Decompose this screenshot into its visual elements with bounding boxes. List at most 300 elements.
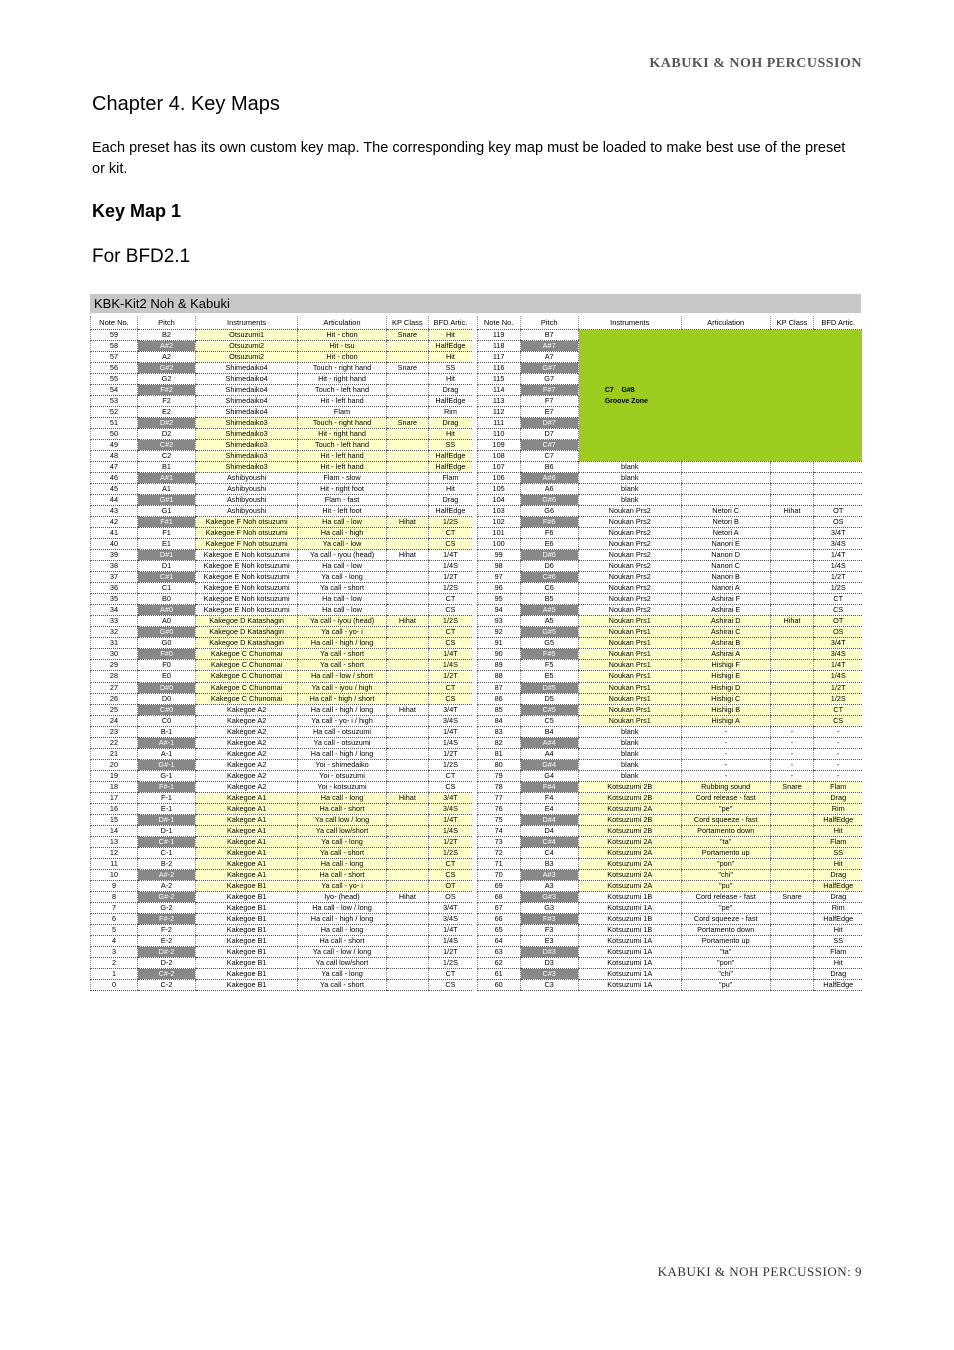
cell-right: G5	[520, 638, 578, 649]
cell-left: Ha call - high / long	[298, 638, 387, 649]
cell-right: G4	[520, 770, 578, 781]
cell-right: -	[814, 759, 862, 770]
cell-right: Noukan Prs1	[578, 649, 681, 660]
cell-left: Shimedaiko4	[196, 363, 298, 374]
cell-left	[386, 715, 428, 726]
cell-right	[814, 473, 862, 484]
cell-right: CS	[814, 715, 862, 726]
cell-left: Kakegoe C Chunomai	[196, 649, 298, 660]
cell-right: 81	[477, 748, 520, 759]
cell-right: Kotsuzumi 1B	[578, 891, 681, 902]
cell-right: 1/2T	[814, 682, 862, 693]
cell-left: 1/2S	[428, 957, 472, 968]
cell-left	[386, 506, 428, 517]
cell-right: 119	[477, 330, 520, 341]
cell-right: G#7	[520, 363, 578, 374]
cell-left	[386, 858, 428, 869]
cell-left: Hit - chon	[298, 352, 387, 363]
cell-left	[386, 374, 428, 385]
column-header: Note No.	[91, 316, 138, 330]
cell-left: Kakegoe E Noh kotsuzumi	[196, 550, 298, 561]
cell-left	[386, 781, 428, 792]
cell-left: Kakegoe A1	[196, 847, 298, 858]
cell-left: Shimedaiko4	[196, 374, 298, 385]
cell-right	[770, 704, 814, 715]
cell-left: F#2	[137, 385, 195, 396]
cell-right: 3/4S	[814, 649, 862, 660]
cell-left: 3/4T	[428, 704, 472, 715]
table-row	[91, 649, 863, 660]
cell-right	[770, 968, 814, 979]
cell-left: F-2	[137, 924, 195, 935]
cell-left: Shimedaiko4	[196, 385, 298, 396]
cell-right	[770, 935, 814, 946]
cell-left: Kakegoe F Noh otsuzumi	[196, 517, 298, 528]
cell-right: 74	[477, 825, 520, 836]
cell-left: 11	[91, 858, 138, 869]
cell-right: 66	[477, 913, 520, 924]
cell-left: Hit - right hand	[298, 429, 387, 440]
cell-left: Shimedaiko3	[196, 440, 298, 451]
cell-left: D#2	[137, 418, 195, 429]
cell-left: B1	[137, 462, 195, 473]
cell-right: D6	[520, 561, 578, 572]
cell-left: Ha call - low	[298, 517, 387, 528]
cell-right	[770, 979, 814, 990]
cell-left: Kakegoe A2	[196, 726, 298, 737]
cell-left: CS	[428, 693, 472, 704]
cell-right: "ta"	[681, 946, 770, 957]
cell-right: Kotsuzumi 2A	[578, 803, 681, 814]
cell-right: Portamento down	[681, 825, 770, 836]
cell-right: 110	[477, 429, 520, 440]
cell-right: Hit	[814, 825, 862, 836]
cell-left	[386, 440, 428, 451]
cell-right: 97	[477, 572, 520, 583]
cell-right: HalfEdge	[814, 880, 862, 891]
cell-right: -	[681, 759, 770, 770]
cell-right: 87	[477, 682, 520, 693]
cell-left: Hit	[428, 330, 472, 341]
cell-right: F#7	[520, 385, 578, 396]
cell-right: Rim	[814, 902, 862, 913]
cell-right	[770, 605, 814, 616]
cell-right: E4	[520, 803, 578, 814]
cell-left: Ashibyoushi	[196, 506, 298, 517]
cell-left: Kakegoe D Katashagiri	[196, 627, 298, 638]
table-row	[91, 902, 863, 913]
cell-left: 1/2S	[428, 583, 472, 594]
cell-right	[770, 814, 814, 825]
cell-right: C4	[520, 847, 578, 858]
table-row	[91, 528, 863, 539]
cell-right: -	[681, 726, 770, 737]
cell-right: Flam	[814, 946, 862, 957]
cell-right: 106	[477, 473, 520, 484]
cell-right: Noukan Prs2	[578, 517, 681, 528]
table-row	[91, 594, 863, 605]
cell-right: Noukan Prs2	[578, 572, 681, 583]
cell-right: Noukan Prs1	[578, 627, 681, 638]
cell-left: Ha call - low	[298, 561, 387, 572]
cell-left: F-1	[137, 792, 195, 803]
cell-left	[386, 979, 428, 990]
cell-left: Kakegoe B1	[196, 924, 298, 935]
cell-right: Hihat	[770, 616, 814, 627]
cell-left: 57	[91, 352, 138, 363]
cell-left: 1/2S	[428, 517, 472, 528]
cell-left: 47	[91, 462, 138, 473]
cell-right: C3	[520, 979, 578, 990]
cell-left: 23	[91, 726, 138, 737]
cell-left: D0	[137, 693, 195, 704]
cell-right: -	[681, 737, 770, 748]
cell-left: 51	[91, 418, 138, 429]
cell-left: F#-2	[137, 913, 195, 924]
cell-right: 115	[477, 374, 520, 385]
cell-left: CT	[428, 858, 472, 869]
cell-right: C#6	[520, 572, 578, 583]
cell-right: Cord squeeze - fast	[681, 814, 770, 825]
cell-left: Kakegoe B1	[196, 935, 298, 946]
cell-right: 86	[477, 693, 520, 704]
cell-left	[386, 825, 428, 836]
cell-right	[770, 572, 814, 583]
table-row	[91, 726, 863, 737]
cell-right: 85	[477, 704, 520, 715]
cell-left: 52	[91, 407, 138, 418]
column-header: Articulation	[681, 316, 770, 330]
cell-left: 1/4S	[428, 561, 472, 572]
cell-left: Kakegoe B1	[196, 957, 298, 968]
cell-left: Kakegoe A1	[196, 814, 298, 825]
cell-right: Noukan Prs1	[578, 671, 681, 682]
cell-right: 1/4S	[814, 561, 862, 572]
cell-left: 22	[91, 737, 138, 748]
cell-right: 69	[477, 880, 520, 891]
cell-left: 3/4S	[428, 913, 472, 924]
table-row	[91, 550, 863, 561]
cell-left: CS	[428, 869, 472, 880]
cell-left: HalfEdge	[428, 396, 472, 407]
cell-left: A0	[137, 616, 195, 627]
cell-left: D#1	[137, 550, 195, 561]
cell-left: 1/2T	[428, 748, 472, 759]
cell-left: 50	[91, 429, 138, 440]
cell-left: Shimedaiko3	[196, 418, 298, 429]
cell-right: B6	[520, 462, 578, 473]
cell-left: 37	[91, 572, 138, 583]
cell-left: 32	[91, 627, 138, 638]
cell-left	[386, 682, 428, 693]
cell-right: Kotsuzumi 1A	[578, 946, 681, 957]
cell-right: 3/4S	[814, 539, 862, 550]
cell-left: 44	[91, 495, 138, 506]
cell-right: A#6	[520, 473, 578, 484]
cell-left: C#-2	[137, 968, 195, 979]
cell-right: Ashirai B	[681, 638, 770, 649]
table-row	[91, 968, 863, 979]
table-row	[91, 979, 863, 990]
cell-left: Rim	[428, 407, 472, 418]
cell-left: E2	[137, 407, 195, 418]
cell-right: Noukan Prs2	[578, 528, 681, 539]
cell-right	[770, 517, 814, 528]
cell-right: "pe"	[681, 902, 770, 913]
cell-right: Portamento up	[681, 935, 770, 946]
cell-right: Cord release - fast	[681, 891, 770, 902]
cell-left: 0	[91, 979, 138, 990]
cell-left: Kakegoe A2	[196, 759, 298, 770]
cell-left: Kakegoe B1	[196, 913, 298, 924]
cell-right: E5	[520, 671, 578, 682]
cell-right	[770, 825, 814, 836]
cell-right: C#7	[520, 440, 578, 451]
cell-right	[770, 583, 814, 594]
cell-right: A4	[520, 748, 578, 759]
table-row	[91, 638, 863, 649]
cell-right: "pon"	[681, 957, 770, 968]
cell-right: 104	[477, 495, 520, 506]
cell-left: 7	[91, 902, 138, 913]
cell-left: 59	[91, 330, 138, 341]
cell-left: C#-1	[137, 836, 195, 847]
cell-right: HalfEdge	[814, 913, 862, 924]
cell-right: "ta"	[681, 836, 770, 847]
cell-right	[770, 902, 814, 913]
cell-right: G3	[520, 902, 578, 913]
cell-right: Kotsuzumi 2A	[578, 847, 681, 858]
cell-left: 58	[91, 341, 138, 352]
table-row	[91, 880, 863, 891]
cell-left: G#-2	[137, 891, 195, 902]
cell-left: 3/4T	[428, 792, 472, 803]
cell-right: 84	[477, 715, 520, 726]
cell-left	[386, 935, 428, 946]
cell-left: A-1	[137, 748, 195, 759]
cell-left	[386, 880, 428, 891]
cell-left: D1	[137, 561, 195, 572]
cell-right: A5	[520, 616, 578, 627]
cell-right: Netori B	[681, 517, 770, 528]
cell-left	[386, 396, 428, 407]
cell-right: 64	[477, 935, 520, 946]
cell-right: Kotsuzumi 1A	[578, 979, 681, 990]
cell-left: Hit	[428, 374, 472, 385]
cell-left: 3/4S	[428, 803, 472, 814]
cell-right: 79	[477, 770, 520, 781]
cell-left	[386, 484, 428, 495]
cell-left: D2	[137, 429, 195, 440]
cell-left: Ha call - short	[298, 869, 387, 880]
cell-right: A#4	[520, 737, 578, 748]
cell-right: -	[770, 726, 814, 737]
cell-right: 70	[477, 869, 520, 880]
cell-left	[386, 594, 428, 605]
table-row	[91, 858, 863, 869]
table-row	[91, 583, 863, 594]
cell-right: blank	[578, 495, 681, 506]
cell-right	[770, 913, 814, 924]
cell-right	[770, 682, 814, 693]
cell-left: 1/2T	[428, 671, 472, 682]
cell-right: Hit	[814, 858, 862, 869]
cell-left: B2	[137, 330, 195, 341]
cell-left: 9	[91, 880, 138, 891]
cell-right: Ashirai D	[681, 616, 770, 627]
cell-right: G6	[520, 506, 578, 517]
cell-left: Snare	[386, 363, 428, 374]
cell-right: 3/4T	[814, 528, 862, 539]
cell-left	[386, 495, 428, 506]
cell-left: 1/4S	[428, 737, 472, 748]
cell-left: Hihat	[386, 517, 428, 528]
cell-right: 90	[477, 649, 520, 660]
cell-left: Ha call - long	[298, 858, 387, 869]
cell-right: D#4	[520, 814, 578, 825]
cell-right: blank	[578, 473, 681, 484]
cell-right: 63	[477, 946, 520, 957]
cell-right: Nanori E	[681, 539, 770, 550]
cell-left: B-1	[137, 726, 195, 737]
cell-right	[814, 462, 862, 473]
table-row	[91, 704, 863, 715]
cell-left: Kakegoe B1	[196, 902, 298, 913]
cell-left: 38	[91, 561, 138, 572]
cell-left: CS	[428, 605, 472, 616]
cell-right: Kotsuzumi 2B	[578, 781, 681, 792]
cell-right: Drag	[814, 869, 862, 880]
cell-left: Ya call - long	[298, 836, 387, 847]
cell-left: Kakegoe F Noh otsuzumi	[196, 528, 298, 539]
column-header: KP Class	[386, 316, 428, 330]
cell-left: Ya call - long	[298, 968, 387, 979]
table-row	[91, 814, 863, 825]
cell-left: Flam - slow	[298, 473, 387, 484]
cell-right: Noukan Prs1	[578, 638, 681, 649]
cell-right: 99	[477, 550, 520, 561]
cell-left: CS	[428, 781, 472, 792]
table-row	[91, 957, 863, 968]
cell-right: "pon"	[681, 858, 770, 869]
cell-left: 41	[91, 528, 138, 539]
cell-right: CS	[814, 605, 862, 616]
cell-left: Ha call - low	[298, 594, 387, 605]
cell-left: Yoi - kotsuzumi	[298, 781, 387, 792]
cell-left	[386, 924, 428, 935]
cell-left: Ha call - short	[298, 935, 387, 946]
cell-right: 82	[477, 737, 520, 748]
cell-right: 71	[477, 858, 520, 869]
cell-right: 102	[477, 517, 520, 528]
cell-right	[681, 484, 770, 495]
cell-right: Snare	[770, 891, 814, 902]
cell-right	[770, 693, 814, 704]
cell-left: G2	[137, 374, 195, 385]
cell-left: Ashibyoushi	[196, 484, 298, 495]
cell-right: 1/4T	[814, 550, 862, 561]
cell-left: Ya call - yo- i	[298, 880, 387, 891]
groove-zone-cell: C7 G#8 Groove Zone	[578, 330, 862, 462]
cell-left: G#-1	[137, 759, 195, 770]
cell-right: blank	[578, 737, 681, 748]
cell-left: G#0	[137, 627, 195, 638]
cell-right: Kotsuzumi 2A	[578, 880, 681, 891]
cell-left: Iyo- (head)	[298, 891, 387, 902]
cell-right: 68	[477, 891, 520, 902]
cell-left: 10	[91, 869, 138, 880]
cell-left: B-2	[137, 858, 195, 869]
cell-left	[386, 583, 428, 594]
cell-left: C0	[137, 715, 195, 726]
cell-left	[386, 539, 428, 550]
cell-left	[386, 572, 428, 583]
cell-left: Shimedaiko4	[196, 396, 298, 407]
cell-right: Kotsuzumi 2A	[578, 836, 681, 847]
kit-name-bar: KBK-Kit2 Noh & Kabuki	[90, 294, 861, 313]
cell-right: C7	[520, 451, 578, 462]
cell-right: Ashirai E	[681, 605, 770, 616]
cell-left: Ya call - yo- i	[298, 627, 387, 638]
cell-left: Hit	[428, 429, 472, 440]
cell-left: G-2	[137, 902, 195, 913]
table-row	[91, 759, 863, 770]
cell-right	[770, 858, 814, 869]
cell-right	[770, 528, 814, 539]
cell-left: Ya call - iyou (head)	[298, 616, 387, 627]
cell-left: 17	[91, 792, 138, 803]
cell-left: Kakegoe A1	[196, 792, 298, 803]
cell-right: 75	[477, 814, 520, 825]
cell-right: 103	[477, 506, 520, 517]
cell-right: HalfEdge	[814, 979, 862, 990]
cell-right	[770, 495, 814, 506]
cell-left: C-1	[137, 847, 195, 858]
cell-left: Ya call low/short	[298, 825, 387, 836]
cell-left	[386, 693, 428, 704]
cell-right: Kotsuzumi 1A	[578, 935, 681, 946]
cell-right: -	[814, 770, 862, 781]
cell-right	[770, 880, 814, 891]
cell-left: 46	[91, 473, 138, 484]
cell-right: A#5	[520, 605, 578, 616]
table-row	[91, 462, 863, 473]
cell-right: Kotsuzumi 2B	[578, 792, 681, 803]
cell-left: C#0	[137, 704, 195, 715]
cell-left	[386, 385, 428, 396]
cell-right: F6	[520, 528, 578, 539]
cell-left	[386, 814, 428, 825]
cell-left: 48	[91, 451, 138, 462]
chapter-title: Chapter 4. Key Maps	[92, 93, 280, 115]
cell-left	[386, 627, 428, 638]
cell-left: Kakegoe A1	[196, 858, 298, 869]
cell-right	[770, 671, 814, 682]
cell-right: Drag	[814, 792, 862, 803]
cell-left: 43	[91, 506, 138, 517]
cell-left	[386, 847, 428, 858]
cell-left	[386, 352, 428, 363]
table-row	[91, 924, 863, 935]
cell-left: SS	[428, 440, 472, 451]
table-row	[91, 671, 863, 682]
table-row	[91, 825, 863, 836]
cell-left: Kakegoe C Chunomai	[196, 660, 298, 671]
cell-right: 1/2S	[814, 583, 862, 594]
cell-right: Nanori C	[681, 561, 770, 572]
cell-right: 107	[477, 462, 520, 473]
cell-left: A#1	[137, 473, 195, 484]
